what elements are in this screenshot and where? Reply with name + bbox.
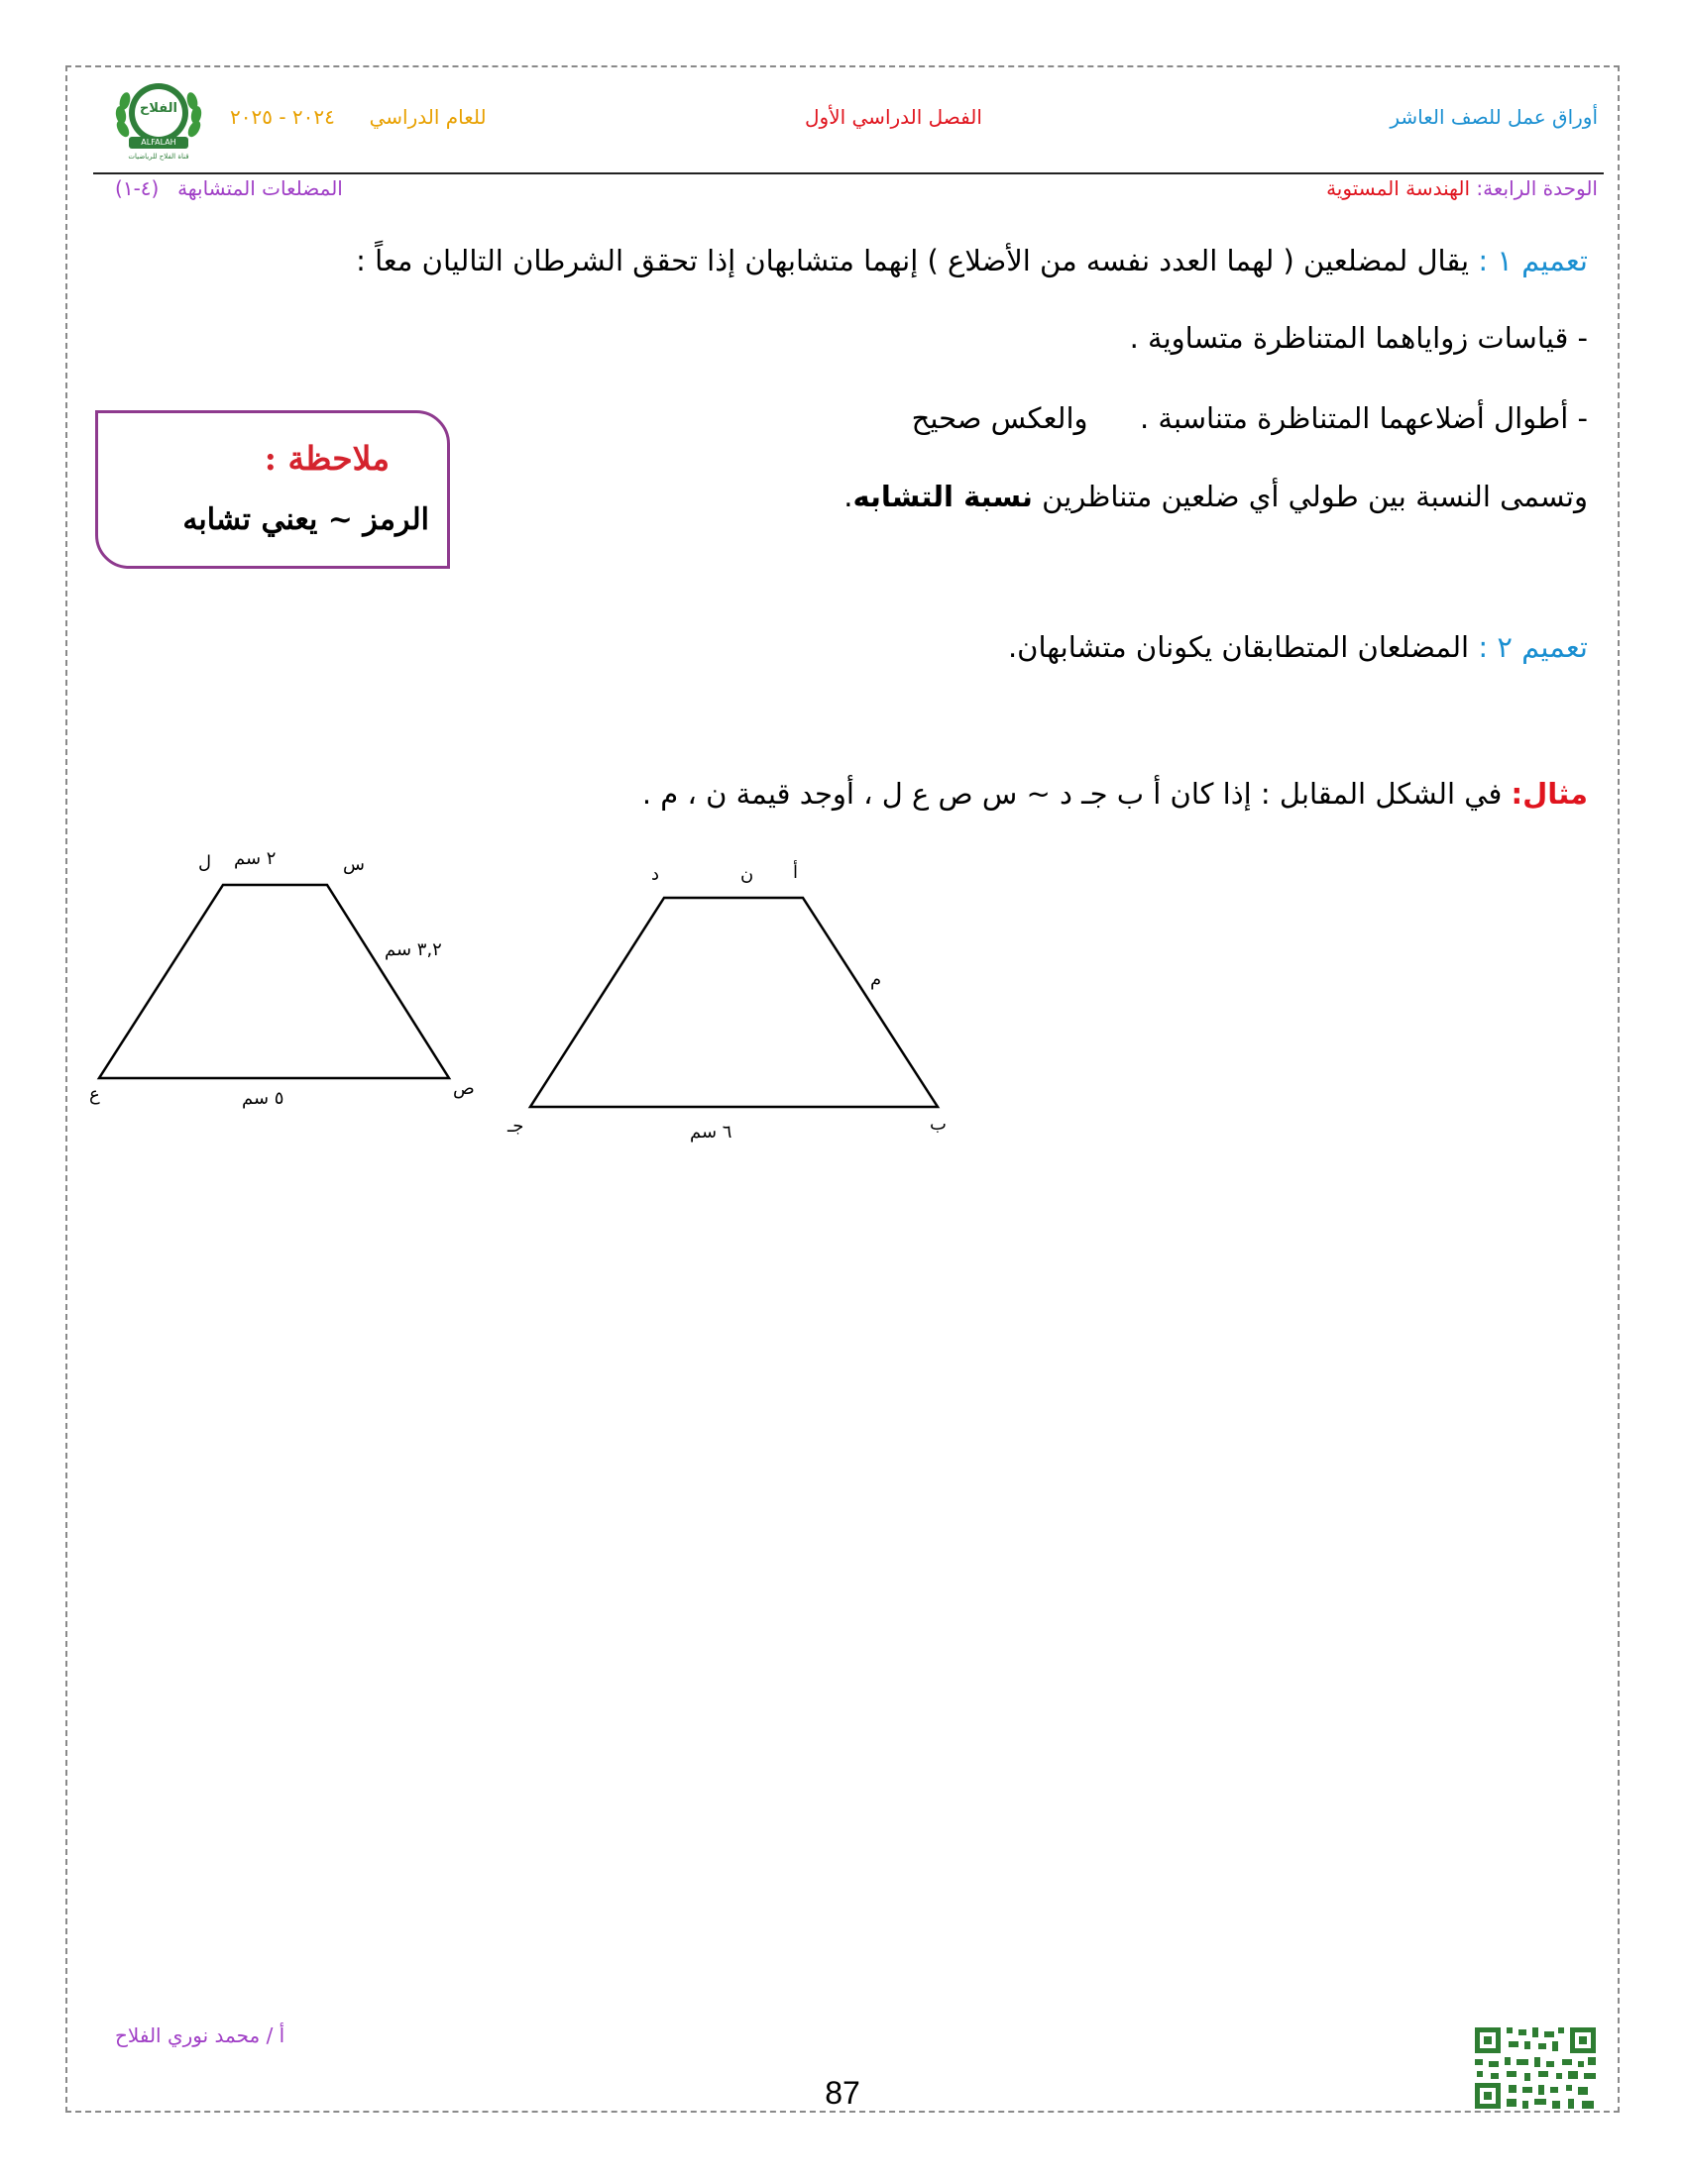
year-value: ٢٠٢٤ - ٢٠٢٥ (230, 105, 335, 129)
author: أ / محمد نوري الفلاح (115, 2023, 285, 2047)
vertex-ba: ب (930, 1114, 947, 1135)
logo-text: الفلاح (140, 101, 177, 116)
ratio-term: نسبة التشابه (852, 480, 1033, 513)
side-slant-left: ٣,٢ سم (385, 939, 442, 960)
example-label: مثال: (1511, 777, 1588, 811)
condition-sides-text: - أطوال أضلاعهما المتناظرة متناسبة . (1139, 401, 1588, 435)
side-bottom-right: ٦ سم (690, 1122, 732, 1143)
generalization-1-label: تعميم ١ : (1478, 244, 1588, 277)
vertex-jim: جـ (507, 1116, 524, 1137)
side-bottom-left: ٥ سم (242, 1088, 284, 1109)
generalization-1-text: يقال لمضلعين ( لهما العدد نفسه من الأضلاع ) إنهما متشابهان إذا تحقق الشرطان التاليان معاً : (356, 244, 1470, 277)
generalization-2-text: المضلعان المتطابقان يكونان متشابهان. (1007, 630, 1470, 664)
vertex-dal: د (651, 864, 660, 885)
vertex-sad: ص (453, 1078, 475, 1099)
condition-angles: - قياسات زواياهما المتناظرة متساوية . (1129, 321, 1588, 355)
worksheet-title: أوراق عمل للصف العاشر (1390, 105, 1598, 129)
ratio-text: وتسمى النسبة بين طولي أي ضلعين متناظرين (1042, 480, 1588, 513)
note-text: الرمز ~ يعني تشابه (182, 502, 429, 537)
page-number: 87 (825, 2075, 860, 2111)
generalization-2-label: تعميم ٢ : (1478, 630, 1588, 664)
note-title: ملاحظة : (264, 439, 390, 478)
side-top-right: ن (740, 864, 754, 885)
logo-subtext: ALFALAH (141, 138, 176, 147)
vertex-sin: س (343, 854, 365, 875)
unit-label: الوحدة الرابعة: (1476, 176, 1598, 200)
unit-name: الهندسة المستوية (1326, 176, 1471, 200)
vertex-lam: ل (198, 852, 212, 873)
trapezoid-abjd (530, 898, 938, 1107)
vertex-ain: ع (89, 1084, 100, 1105)
logo-caption: قناة الفلاح للرياضيات (128, 153, 189, 161)
year-label: للعام الدراسي (369, 105, 487, 129)
converse-text: والعكس صحيح (911, 401, 1088, 435)
ratio-end: . (843, 480, 853, 513)
side-slant-right: م (870, 969, 882, 990)
qr-code-icon (1473, 2025, 1598, 2111)
trapezoid-sul (99, 885, 449, 1078)
vertex-alif: أ (793, 862, 799, 883)
side-top-left: ٢ سم (234, 848, 277, 869)
lesson-number: (٤-١) (115, 176, 160, 200)
example-text: في الشكل المقابل : إذا كان أ ب جـ د ~ س ص ع ل ، أوجد قيمة ن ، م . (641, 777, 1503, 811)
lesson-title: المضلعات المتشابهة (177, 176, 343, 200)
semester-title: الفصل الدراسي الأول (805, 105, 982, 129)
